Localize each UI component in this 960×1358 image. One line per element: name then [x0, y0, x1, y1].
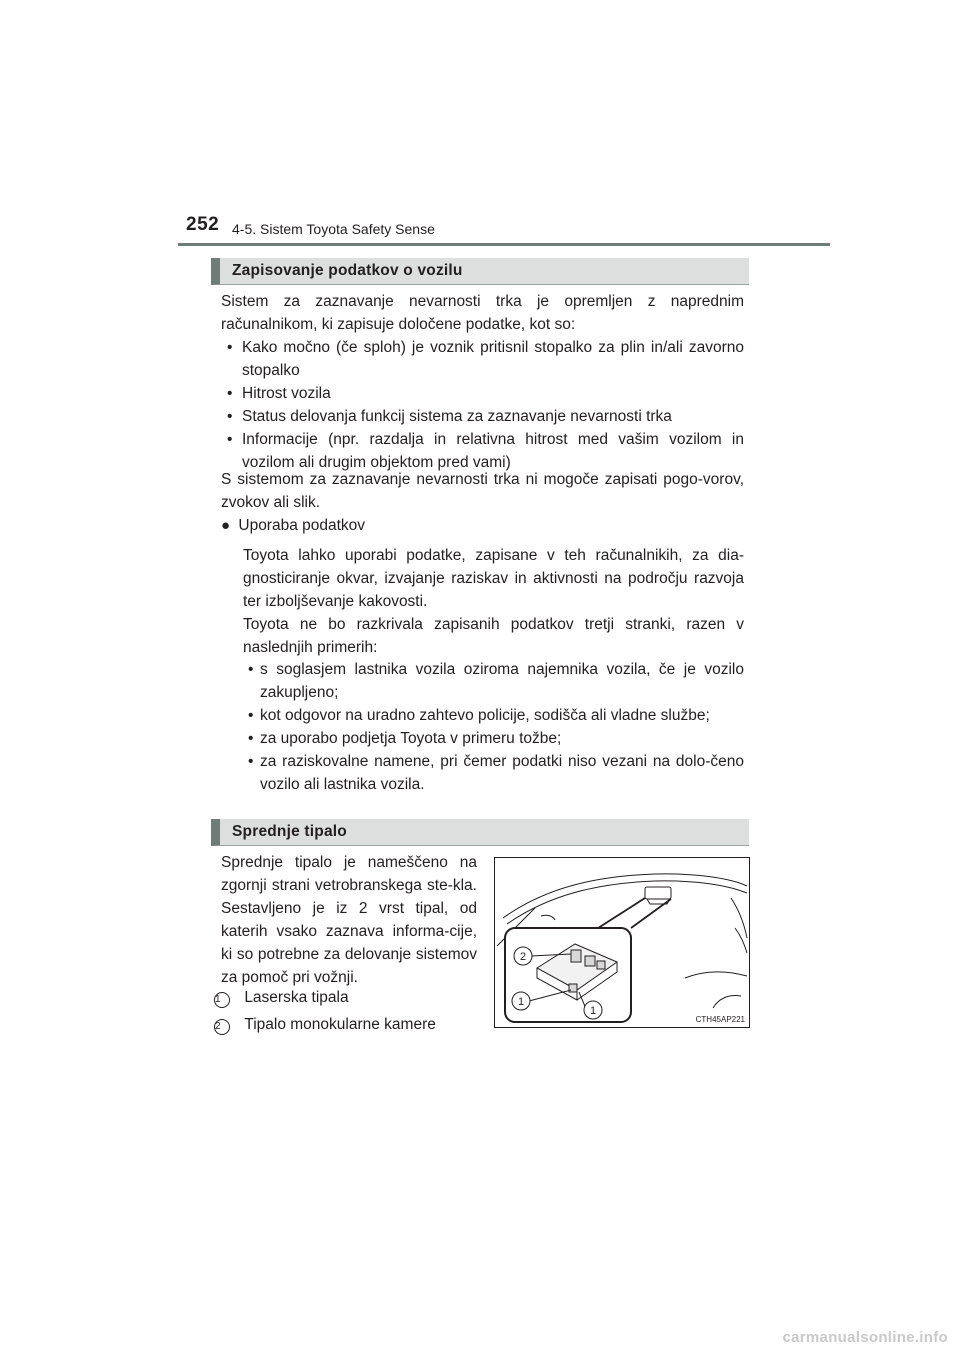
chapter-title: 4-5. Sistem Toyota Safety Sense — [232, 221, 435, 237]
section-heading-text: Zapisovanje podatkov o vozilu — [232, 262, 463, 279]
intro-paragraph: Sistem za zaznavanje nevarnosti trka je opremljen z naprednim računalnikom, ki zapisuje določene podatke, kot so: — [221, 293, 744, 333]
bullet-dot-icon: • — [227, 339, 233, 356]
number-1-icon: 1 — [214, 992, 230, 1008]
bullet-dot-icon: • — [248, 661, 254, 678]
callout-1-label: 1 — [517, 996, 525, 1008]
windshield-sensor-drawing — [495, 858, 749, 1027]
sensor-item-2: 2 Tipalo monokularne kamere — [215, 1016, 436, 1033]
section-heading-front-sensor — [211, 819, 749, 846]
section-heading-data-recording — [211, 258, 749, 285]
limitation-note: S sistemom za zaznavanje nevarnosti trka ni mogoče zapisati pogo-vorov, zvokov ali slik. — [221, 471, 744, 511]
filled-circle-icon: ● — [221, 517, 231, 534]
list-item: • Hitrost vozila — [227, 382, 744, 405]
bullet-dot-icon: • — [227, 385, 233, 402]
callout-1-label: 1 — [589, 1005, 597, 1017]
list-item: • Kako močno (če sploh) je voznik pritisnil stopalko za plin in/ali zavorno stopalko — [227, 336, 744, 382]
callout-2-label: 2 — [519, 951, 527, 963]
watermark-text: carmanualsonline.info — [782, 1329, 948, 1346]
bullet-dot-icon: • — [227, 431, 233, 448]
bullet-dot-icon: • — [248, 707, 254, 724]
list-item: • Informacije (npr. razdalja in relativna hitrost med vašim vozilom in vozilom ali drugim objektom pred vami) — [227, 428, 744, 474]
list-item: • kot odgovor na uradno zahtevo policije, sodišča ali vladne službe; — [248, 704, 744, 727]
list-item: • za raziskovalne namene, pri čemer podatki niso vezani na dolo-čeno vozilo ali lastnika vozila. — [248, 750, 744, 796]
header-divider — [178, 243, 830, 246]
recorded-data-list — [227, 336, 744, 474]
list-item: • za uporabo podjetja Toyota v primeru tožbe; — [248, 727, 744, 750]
subsection-heading: ● Uporaba podatkov — [221, 517, 366, 534]
list-item: • Status delovanja funkcij sistema za zaznavanje nevarnosti trka — [227, 405, 744, 428]
figure-code: CTH45AP221 — [695, 1015, 745, 1024]
number-2-icon: 2 — [214, 1019, 230, 1035]
bullet-dot-icon: • — [248, 753, 254, 770]
front-sensor-illustration — [494, 857, 750, 1028]
sensor-item-1: 1 Laserska tipala — [215, 989, 349, 1006]
sensor-description: Sprednje tipalo je nameščeno na zgornji strani vetrobranskega ste-kla. Sestavljeno je iz 2 vrst tipal, od katerih vsako zaznava informa-cije, ki so potrebne za delovanje sistemov za pomoč pri vožnji. — [221, 854, 477, 986]
section-heading-text: Sprednje tipalo — [232, 823, 347, 840]
disclosure-paragraph: Toyota ne bo razkrivala zapisanih podatkov tretji stranki, razen v naslednjih primerih: — [243, 616, 744, 656]
usage-paragraph: Toyota lahko uporabi podatke, zapisane v teh računalnikih, za dia-gnosticiranje okvar, izvajanje raziskav in aktivnosti na področju razvoja ter izboljševanje kakovosti. — [243, 547, 744, 610]
bullet-dot-icon: • — [248, 730, 254, 747]
bullet-dot-icon: • — [227, 408, 233, 425]
disclosure-list — [248, 658, 744, 796]
list-item: • s soglasjem lastnika vozila oziroma najemnika vozila, če je vozilo zakupljeno; — [248, 658, 744, 704]
page-number: 252 — [186, 214, 220, 235]
